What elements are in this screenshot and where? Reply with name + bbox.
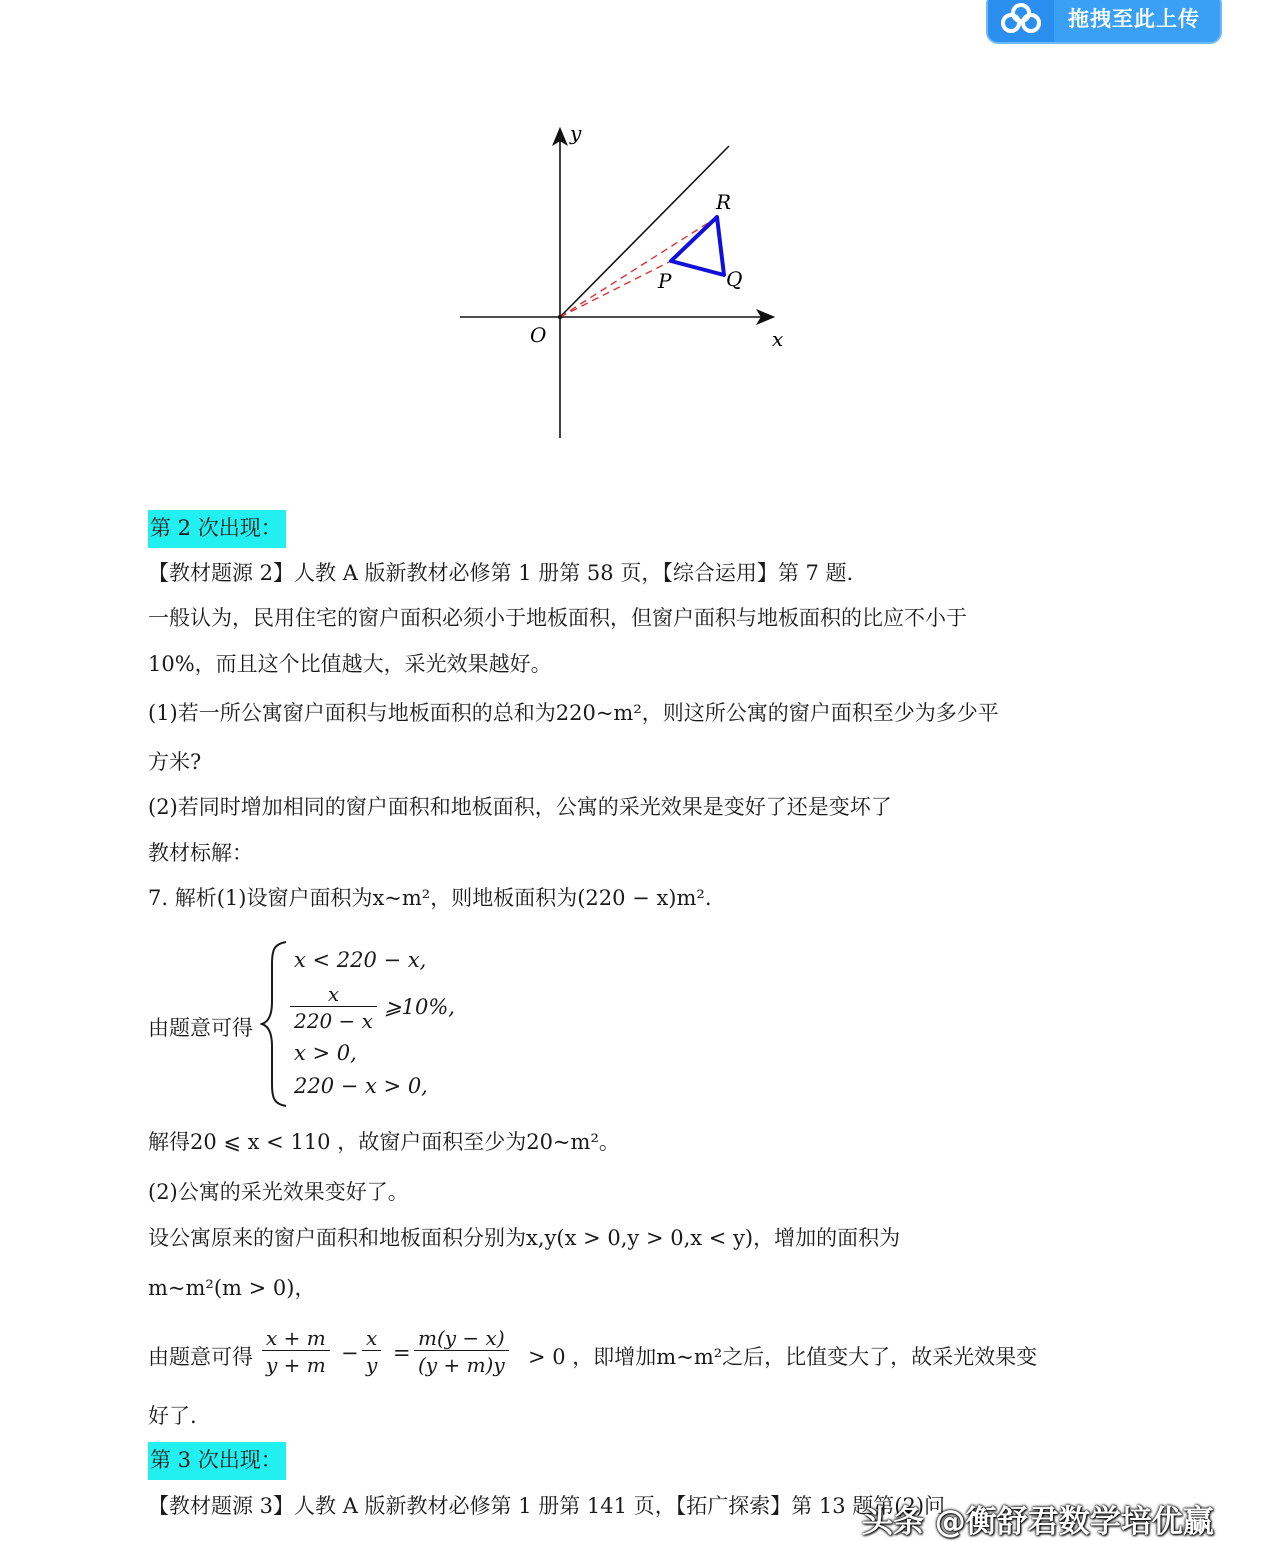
axis-x-label: x [772,327,784,351]
dashed-line-op [560,261,671,317]
solution-line-6: 好了. [148,1404,197,1428]
upload-button-label: 拖拽至此上传 [1068,7,1200,31]
fraction-1-numerator: x + m [266,1326,326,1350]
section2-source: 【教材题源 2】人教 A 版新教材必修第 1 册第 58 页，【综合运用】第 7 题. [148,561,854,585]
section3-source: 【教材题源 3】人教 A 版新教材必修第 1 册第 141 页，【拓广探索】第 13 题第(2)问. [148,1494,952,1518]
solution-line-4: 设公寓原来的窗户面积和地板面积分别为x,y(x > 0,y > 0,x < y)，增加的面积为 [148,1226,901,1250]
solution-line-1: 7. 解析(1)设窗户面积为x~m²，则地板面积为(220 − x)m². [148,886,712,910]
section2-heading: 第 2 次出现： [148,510,286,548]
left-brace [260,940,290,1108]
question-2: (2)若同时增加相同的窗户面积和地板面积，公寓的采光效果是变好了还是变坏了 [148,795,892,819]
solution-line-5: m~m²(m > 0)， [148,1276,316,1300]
point-r-label: R [716,190,732,214]
triangle-pqr [671,217,724,275]
equation-line [148,1324,1108,1384]
equation-equals: = [393,1341,411,1365]
problem-paragraph-1: 一般认为，民用住宅的窗户面积必须小于地板面积，但窗户面积与地板面积的比应不小于 [148,606,967,630]
equation-tail: > 0 ，即增加m~m²之后，比值变大了，故采光效果变 [528,1345,1038,1369]
point-p-label: P [658,269,672,293]
equation-fraction-3 [414,1326,509,1377]
fraction-3-numerator: m(y − x) [418,1326,505,1350]
problem-paragraph-2: 10%，而且这个比值越大，采光效果越好。 [148,652,552,676]
fraction-denominator: 220 − x [290,1006,377,1033]
question-1-line-a: (1)若一所公寓窗户面积与地板面积的总和为220~m²，则这所公寓的窗户面积至少为多少平 [148,701,999,725]
system-row-1: x < 220 − x, [294,948,427,972]
fraction-2-numerator: x [366,1326,378,1350]
origin-dot [558,315,562,319]
fraction-3-denominator: (y + m)y [414,1350,509,1377]
origin-label: O [530,323,547,347]
watermark: 头条 @衡舒君数学培优赢 [862,1504,1214,1540]
solution-line-3: (2)公寓的采光效果变好了。 [148,1180,409,1204]
system-row-3: x > 0, [294,1041,357,1065]
equation-fraction-2 [362,1326,381,1377]
inequality-system [148,940,668,1110]
equation-lead: 由题意可得 [148,1345,253,1369]
baidu-netdisk-cloud-icon [988,0,1054,42]
fraction-numerator: x [327,982,340,1006]
equation-fraction-1 [262,1326,330,1377]
equation-minus: − [341,1341,359,1365]
system-label: 由题意可得 [148,1016,253,1040]
axis-y-label: y [570,121,582,145]
fraction-2-denominator: y [362,1350,381,1377]
point-q-label: Q [726,267,743,291]
question-1-line-b: 方米? [148,750,202,774]
solution-line-2: 解得20 ⩽ x < 110 ，故窗户面积至少为20~m²。 [148,1130,620,1154]
answer-label: 教材标解： [148,841,253,865]
coordinate-figure [440,118,800,448]
section3-heading: 第 3 次出现： [148,1442,286,1480]
system-row-2-relation: ⩾10%, [384,995,455,1019]
system-row-4: 220 − x > 0, [294,1074,428,1098]
upload-drop-button[interactable] [986,0,1222,44]
system-fraction [290,982,377,1033]
fraction-1-denominator: y + m [262,1350,330,1377]
